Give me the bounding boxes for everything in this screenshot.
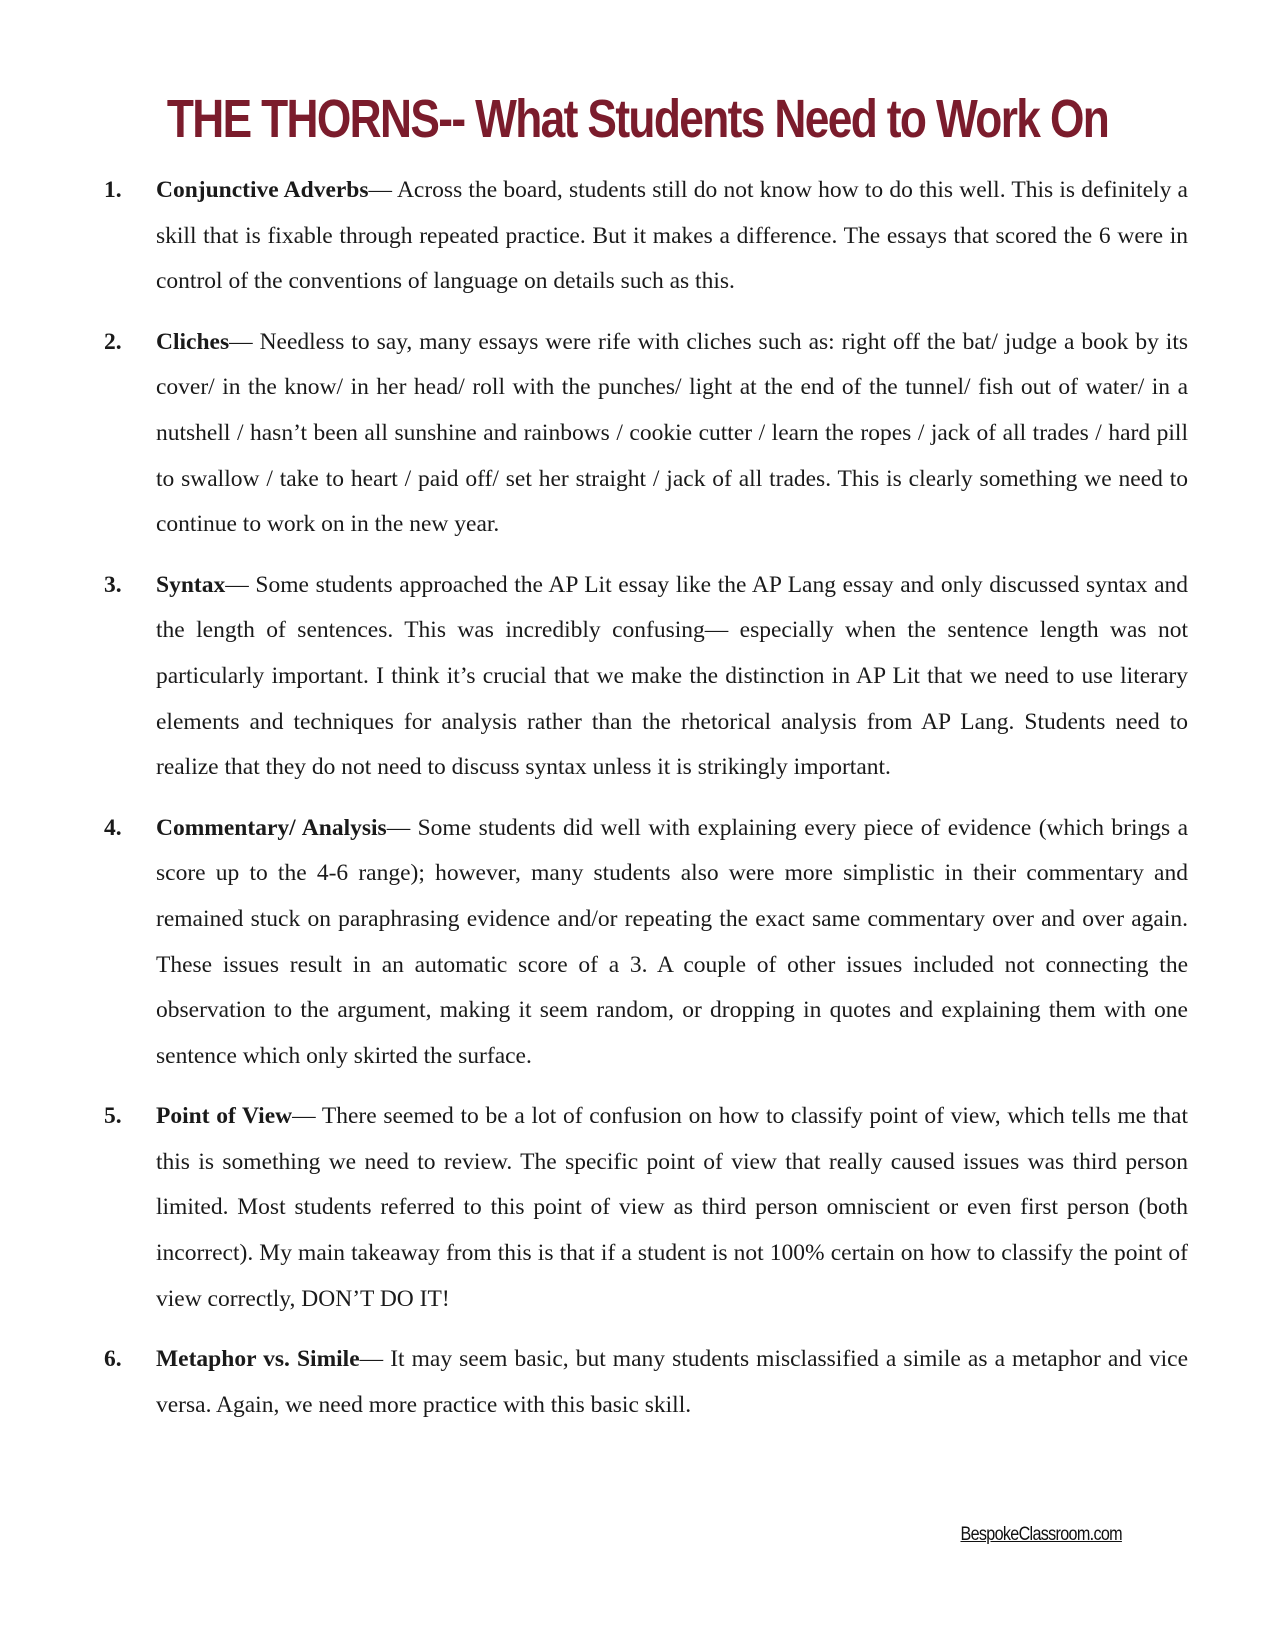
- list-item-point-of-view: [104, 1094, 1188, 1322]
- item-number: 5.: [104, 1103, 122, 1130]
- footer-site-link[interactable]: BespokeClassroom.com: [960, 1524, 1122, 1545]
- item-number: 1.: [104, 177, 122, 203]
- item-text: — There seemed to be a lot of confusion on how to classify point of view, which tells me that this is something we need to review. The specific point of view that really caused issues was third person limited. Most students referred to this point of view as third person omniscient or even first person (both incorrect). My main takeaway from this is that if a student is not 100% certain on how to classify the point of view correctly, DON’T DO IT!: [156, 1103, 1188, 1312]
- item-term: Point of View: [156, 1103, 293, 1130]
- list-item-commentary-analysis: [104, 806, 1188, 1080]
- item-term: Syntax: [156, 571, 226, 598]
- item-number: 2.: [104, 328, 122, 355]
- list-item-conjunctive-adverbs: [104, 168, 1188, 305]
- list-item-syntax: [104, 563, 1188, 791]
- item-term: Commentary/ Analysis: [156, 814, 387, 841]
- item-number: 3.: [104, 571, 122, 598]
- item-text: — Some students did well with explaining every piece of evidence (which brings a score up to the 4-6 range); however, many students also were more simplistic in their commentary and remained stuck on paraphrasing evidence and/or repeating the exact same commentary over and over again. These issues result in an automatic score of a 3. A couple of other issues included not connecting the observation to the argument, making it seem random, or dropping in quotes and explaining them with one sentence which only skirted the surface.: [156, 814, 1189, 1069]
- thorns-list: [104, 168, 1188, 1443]
- item-text: — It may seem basic, but many students misclassified a simile as a metaphor and vice versa. Again, we need more practice with this basic skill.: [156, 1346, 1188, 1418]
- item-text: — Across the board, students still do not know how to do this well. This is definitely a skill that is fixable through repeated practice. But it makes a difference. The essays that scored the 6 were in control of the conventions of language on details such as this.: [156, 177, 1188, 295]
- item-text: — Some students approached the AP Lit essay like the AP Lang essay and only discussed syntax and the length of sentences. This was incredibly confusing— especially when the sentence length was not particularly important. I think it’s crucial that we make the distinction in AP Lit that we need to use literary elements and techniques for analysis rather than the rhetorical analysis from AP Lang. Students need to realize that they do not need to discuss syntax unless it is strikingly important.: [156, 571, 1188, 781]
- item-term: Conjunctive Adverbs: [156, 177, 369, 203]
- item-text: — Needless to say, many essays were rife with cliches such as: right off the bat/ judge a book by its cover/ in the know/ in her head/ roll with the punches/ light at the end of the tunnel/ fish out of water/ in a nutshell / hasn’t been all sunshine and rainbows / cookie cutter / learn the ropes / jack of all trades / hard pill to swallow / take to heart / paid off/ set her straight / jack of all trades. This is clearly something we need to continue to work on in the new year.: [156, 328, 1188, 538]
- list-item-metaphor-vs-simile: [104, 1337, 1188, 1428]
- item-term: Cliches: [156, 328, 230, 355]
- item-number: 6.: [104, 1346, 122, 1373]
- page-title: THE THORNS-- What Students Need to Work On: [166, 89, 1109, 149]
- item-number: 4.: [104, 814, 122, 841]
- list-item-cliches: [104, 320, 1188, 548]
- item-term: Metaphor vs. Simile: [156, 1346, 360, 1373]
